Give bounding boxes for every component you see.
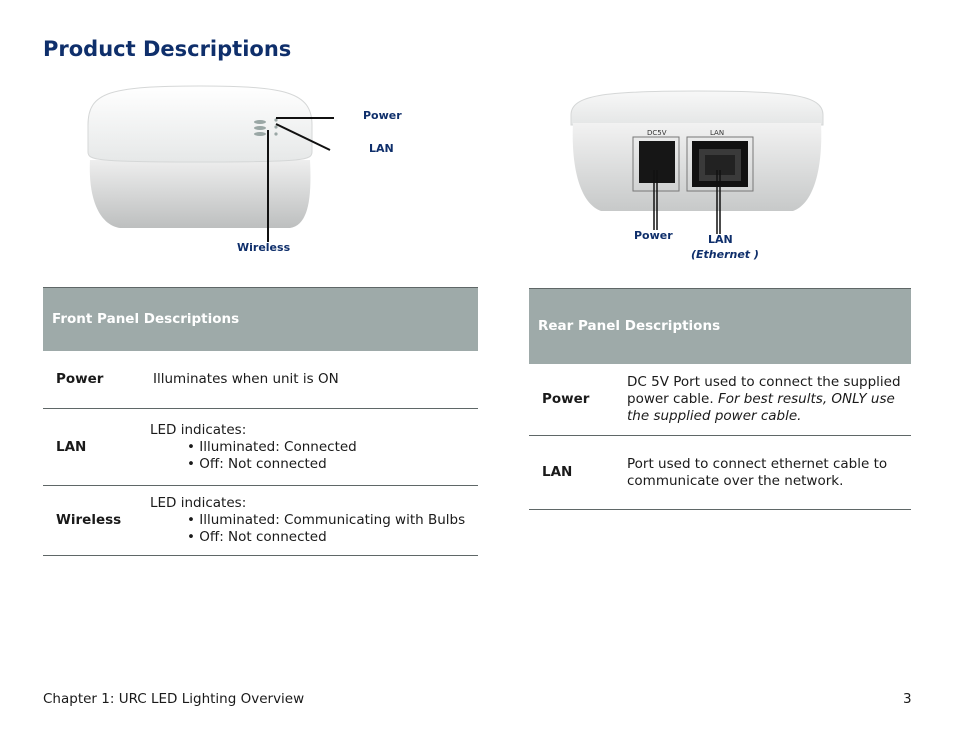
front-callout-lan: LAN [369, 142, 394, 155]
row-desc-power: Illuminates when unit is ON [153, 351, 478, 409]
rear-callout-lines [650, 170, 730, 235]
rear-table-header: Rear Panel Descriptions [529, 289, 911, 364]
table-row [43, 486, 478, 556]
list-item: • Off: Not connected [187, 456, 478, 473]
table-row [43, 351, 478, 409]
row-desc-lan: Port used to connect ethernet cable to communicate over the network. [627, 436, 911, 510]
page-number: 3 [903, 691, 912, 707]
rear-panel-table [529, 288, 911, 510]
table-row [529, 364, 911, 436]
front-callout-wireless: Wireless [237, 241, 291, 254]
footer-chapter: Chapter 1: URC LED Lighting Overview [43, 691, 305, 707]
rear-callout-power: Power [634, 229, 673, 242]
rear-callout-lan-sub: (Ethernet ) [691, 248, 759, 261]
list-item: • Illuminated: Connected [187, 439, 478, 456]
front-callout-lines [260, 110, 340, 245]
page-title: Product Descriptions [43, 37, 292, 61]
power-note: For best results, ONLY use the supplied power cable. [627, 390, 895, 424]
rear-port-label-dc: DC5V [647, 129, 667, 137]
row-label-lan: LAN [529, 436, 627, 510]
row-label-power: Power [529, 364, 627, 436]
rear-port-label-lan: LAN [710, 129, 725, 137]
lan-bullet-list [153, 439, 478, 473]
list-item: • Off: Not connected [187, 529, 478, 546]
list-item: • Illuminated: Communicating with Bulbs [187, 512, 478, 529]
front-table-header: Front Panel Descriptions [43, 288, 478, 351]
row-label-lan: LAN [43, 409, 153, 486]
table-row [43, 409, 478, 486]
wireless-bullet-list [153, 512, 478, 546]
table-row [529, 436, 911, 510]
rear-callout-lan: LAN [708, 233, 733, 246]
front-callout-power: Power [363, 109, 402, 122]
row-label-power: Power [43, 351, 153, 409]
row-desc-power: DC 5V Port used to connect the supplied power cable. For best results, ONLY use the supplied power cable. [627, 364, 911, 436]
row-label-wireless: Wireless [43, 486, 153, 556]
row-desc-wireless: LED indicates: • Illuminated: Communicating with Bulbs • Off: Not connected [153, 486, 478, 556]
row-desc-lan: LED indicates: • Illuminated: Connected • Off: Not connected [153, 409, 478, 486]
front-panel-table [43, 287, 478, 556]
